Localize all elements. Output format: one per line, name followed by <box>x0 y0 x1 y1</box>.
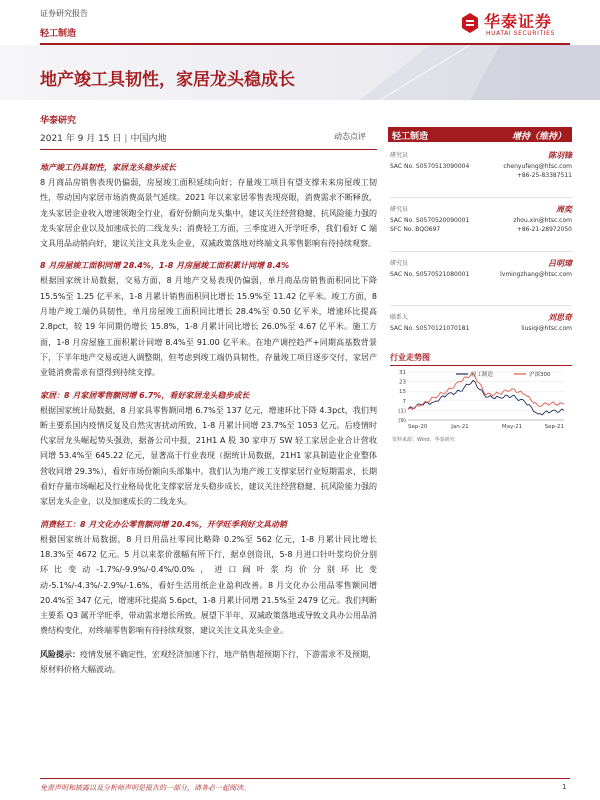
section-title: 消费轻工：8 月文化办公零售额同增 20.4%，开学旺季利好文具动销 <box>40 519 287 529</box>
section-2 <box>40 259 377 380</box>
analyst-sfc: SFC No. BQO697 <box>390 226 441 233</box>
risk-label: 风险提示： <box>40 649 80 659</box>
section-title: 地产竣工仍具韧性，家居龙头稳步成长 <box>40 163 176 172</box>
research-org: 华泰研究 <box>40 116 77 126</box>
logo-cn-text: 华泰证券 <box>484 12 553 31</box>
main-content <box>40 161 377 677</box>
rating-bar <box>388 127 572 142</box>
analyst-email[interactable]: chenyufeng@htsc.com <box>503 163 572 170</box>
section-title: 家居：8 月家居零售额同增 6.7%，看好家居龙头稳步成长 <box>40 390 250 400</box>
left-divider <box>40 149 377 150</box>
legend-label: 沪深300 <box>529 372 551 378</box>
report-title: 地产竣工具韧性，家居龙头稳成长 <box>40 70 295 90</box>
company-logo <box>460 9 600 41</box>
x-tick-label: Jan-21 <box>451 424 469 430</box>
analyst-sac: SAC No. S0570513090004 <box>390 163 470 170</box>
analyst-email[interactable]: zhou.xin@htsc.com <box>513 217 572 224</box>
logo-en-text: HUATAI SECURITIES <box>486 30 555 37</box>
y-tick-label: (1) <box>398 408 406 415</box>
divider <box>390 251 572 252</box>
footer-divider <box>40 778 570 779</box>
y-tick-label: 23 <box>399 379 406 386</box>
analyst-card <box>390 258 572 312</box>
analyst-role: 研究员 <box>390 152 409 159</box>
section-body: 根据国家统计局数据，交易方面，8 月地产交易表现仍偏弱，单月商品房销售面积同比下降 15.5%至 1.25 亿平米，1-8 月累计销售面积同比增长 15.9%至 11.42 亿平米。竣工方面，8 月地产竣工端仍具韧性，单月房屋竣工面积同比增长 28.4%至 0.50 亿平米，增速环比提高 2.8pct，较 19 年同期仍增长 15.8%，1-8 月累计同比增长 26.0%至 4.67 亿平米。施工方面，1-8 月房屋施工面积累计同增 8.4%至 91.00 亿平米。在地产调控趋严+同期高基数背景下，下半年地产交易或进入调整期，但考虑到竣工端仍具韧性，存量竣工项目逐步交付，家居产业链消费需求有望得到持续支撑。 <box>40 276 377 378</box>
analyst-email[interactable]: lvmingzhang@htsc.com <box>500 271 572 278</box>
x-tick-label: Sep-21 <box>544 424 564 430</box>
report-region: 中国内地 <box>130 134 167 144</box>
y-tick-label: 15 <box>399 389 406 396</box>
analyst-name: 刘思奇 <box>548 313 572 322</box>
report-date: 2021 年 9 月 15 日 <box>40 134 122 144</box>
risk-text: 疫情发展不确定性，宏观经济加速下行，地产销售超预期下行，下游需求不及预期，原材料价格大幅波动。 <box>40 649 376 675</box>
analyst-list <box>390 150 572 366</box>
analyst-name: 周奕 <box>556 205 572 214</box>
section-4 <box>40 518 377 639</box>
trend-title: 行业走势图 <box>390 353 430 362</box>
section-body: 8 月商品房销售表现仍偏弱，房屋竣工面积延续向好；存量竣工项目有望支撑未来房屋竣工韧性，带动国内家居市场消费高景气延续。2021 年以来家居零售表现亮眼，消费需求不断释放，龙头家居企业收入增速领跑全行业，看好份额向龙头集中，建议关注经营稳健、抗风险能力强的龙头家居企业以及加速成长的二线龙头；消费轻工方面，三季度进入开学旺季，我们看好 C 端文具用品动销向好，建议关注文具龙头企业，双减政策落地对终端文具零售影响有待持续观察。 <box>40 178 377 249</box>
divider <box>390 197 572 198</box>
report-kind: 动态点评 <box>334 132 366 141</box>
analyst-card <box>390 204 572 258</box>
rating-value: 增持（维持） <box>511 132 566 142</box>
y-tick-label: (9) <box>398 418 406 424</box>
analyst-sac: SAC No. S0570520090001 <box>390 217 470 224</box>
divider <box>390 305 572 306</box>
trend-divider <box>390 365 572 366</box>
analyst-phone: +86-25-83387511 <box>516 172 572 179</box>
y-tick-label: 7 <box>402 398 406 405</box>
analyst-role: 联系人 <box>390 314 409 321</box>
section-1 <box>40 161 377 251</box>
analyst-name: 吕明璋 <box>548 259 572 268</box>
section-body: 根据国家统计局数据，8 月日用品社零同比略降 0.2%至 562 亿元，1-8 月累计同比增长 18.3%至 4672 亿元。5 月以来浆价涨幅有所下行，据卓创资讯，5-8 月进口针叶浆均价分别环比变动-1.7%/-9.9%/-0.4%/0.0%，进口阔叶浆均价分别环比变动-5.1%/-4.3%/-2.9%/-1.6%，看好生活用纸企业盈利改善。8 月文化办公用品零售额同增 20.4%至 347 亿元，增速环比提高 5.6pct，1-8 月累计同增 21.5%至 2479 亿元。我们判断主要系 Q3 属开学旺季，带动需求增长所致。展望下半年，双减政策落地或导致文具办公用品消费结构变化，对终端零售影响有待持续观察，建议关注文具龙头企业。 <box>40 534 377 636</box>
section-body: 根据国家统计局数据，8 月家具零售额同增 6.7%至 137 亿元，增速环比下降 4.3pct，我们判断主要系国内疫情反复及自然灾害扰动所致，1-8 月累计同增 23.7%至 1053 亿元。后疫情时代家居龙头崛起势头强劲，据备公司中报，21H1 A 股 30 家申万 SW 轻工家居企业合计营收同增 53.4%至 645.22 亿元，显著高于行业表现（据统计局数据，21H1 家具制造业企业整体营收同增 29.3%），看好市场份额向头部集中。我们认为地产竣工支撑家居行业短期需求，长期看好存量市场崛起及行业格局优化支撑家居龙头稳步成长，建议关注经营稳健、抗风险能力强的家居龙头企业，以及加速成长的二线龙头。 <box>40 405 377 507</box>
trend-chart <box>388 368 572 434</box>
y-tick-label: 31 <box>399 370 406 376</box>
date-region-line <box>40 131 166 144</box>
analyst-sac: SAC No. S0570521080001 <box>390 271 470 278</box>
legend-label: 轻工制造 <box>471 372 494 378</box>
page-number: 1 <box>562 783 567 791</box>
analyst-role: 研究员 <box>390 206 409 213</box>
section-3 <box>40 389 377 510</box>
chart-source: 资料来源：Wind，华泰研究 <box>392 437 455 443</box>
footer-disclaimer: 免责声明和披露以及分析师声明是报告的一部分，请务必一起阅读。 <box>40 784 250 792</box>
x-tick-label: Sep-20 <box>408 424 428 430</box>
risk-warning <box>40 647 377 678</box>
analyst-sac: SAC No. S0570121070181 <box>390 325 470 332</box>
header-category: 轻工制造 <box>40 29 77 39</box>
analyst-card <box>390 150 572 204</box>
separator: | <box>124 134 128 144</box>
analyst-name: 陈羽锋 <box>548 151 572 160</box>
x-tick-label: May-21 <box>501 424 523 430</box>
analyst-role: 研究员 <box>390 260 409 267</box>
logo-mark-icon <box>460 12 480 34</box>
analyst-phone: +86-21-28972050 <box>516 226 572 233</box>
rating-category: 轻工制造 <box>392 132 429 142</box>
section-title: 8 月房屋竣工面积同增 28.4%，1-8 月房屋竣工面积累计同增 8.4% <box>40 261 290 271</box>
doc-type-label: 证券研究报告 <box>40 9 88 18</box>
analyst-email[interactable]: liusiqi@htsc.com <box>521 325 572 332</box>
